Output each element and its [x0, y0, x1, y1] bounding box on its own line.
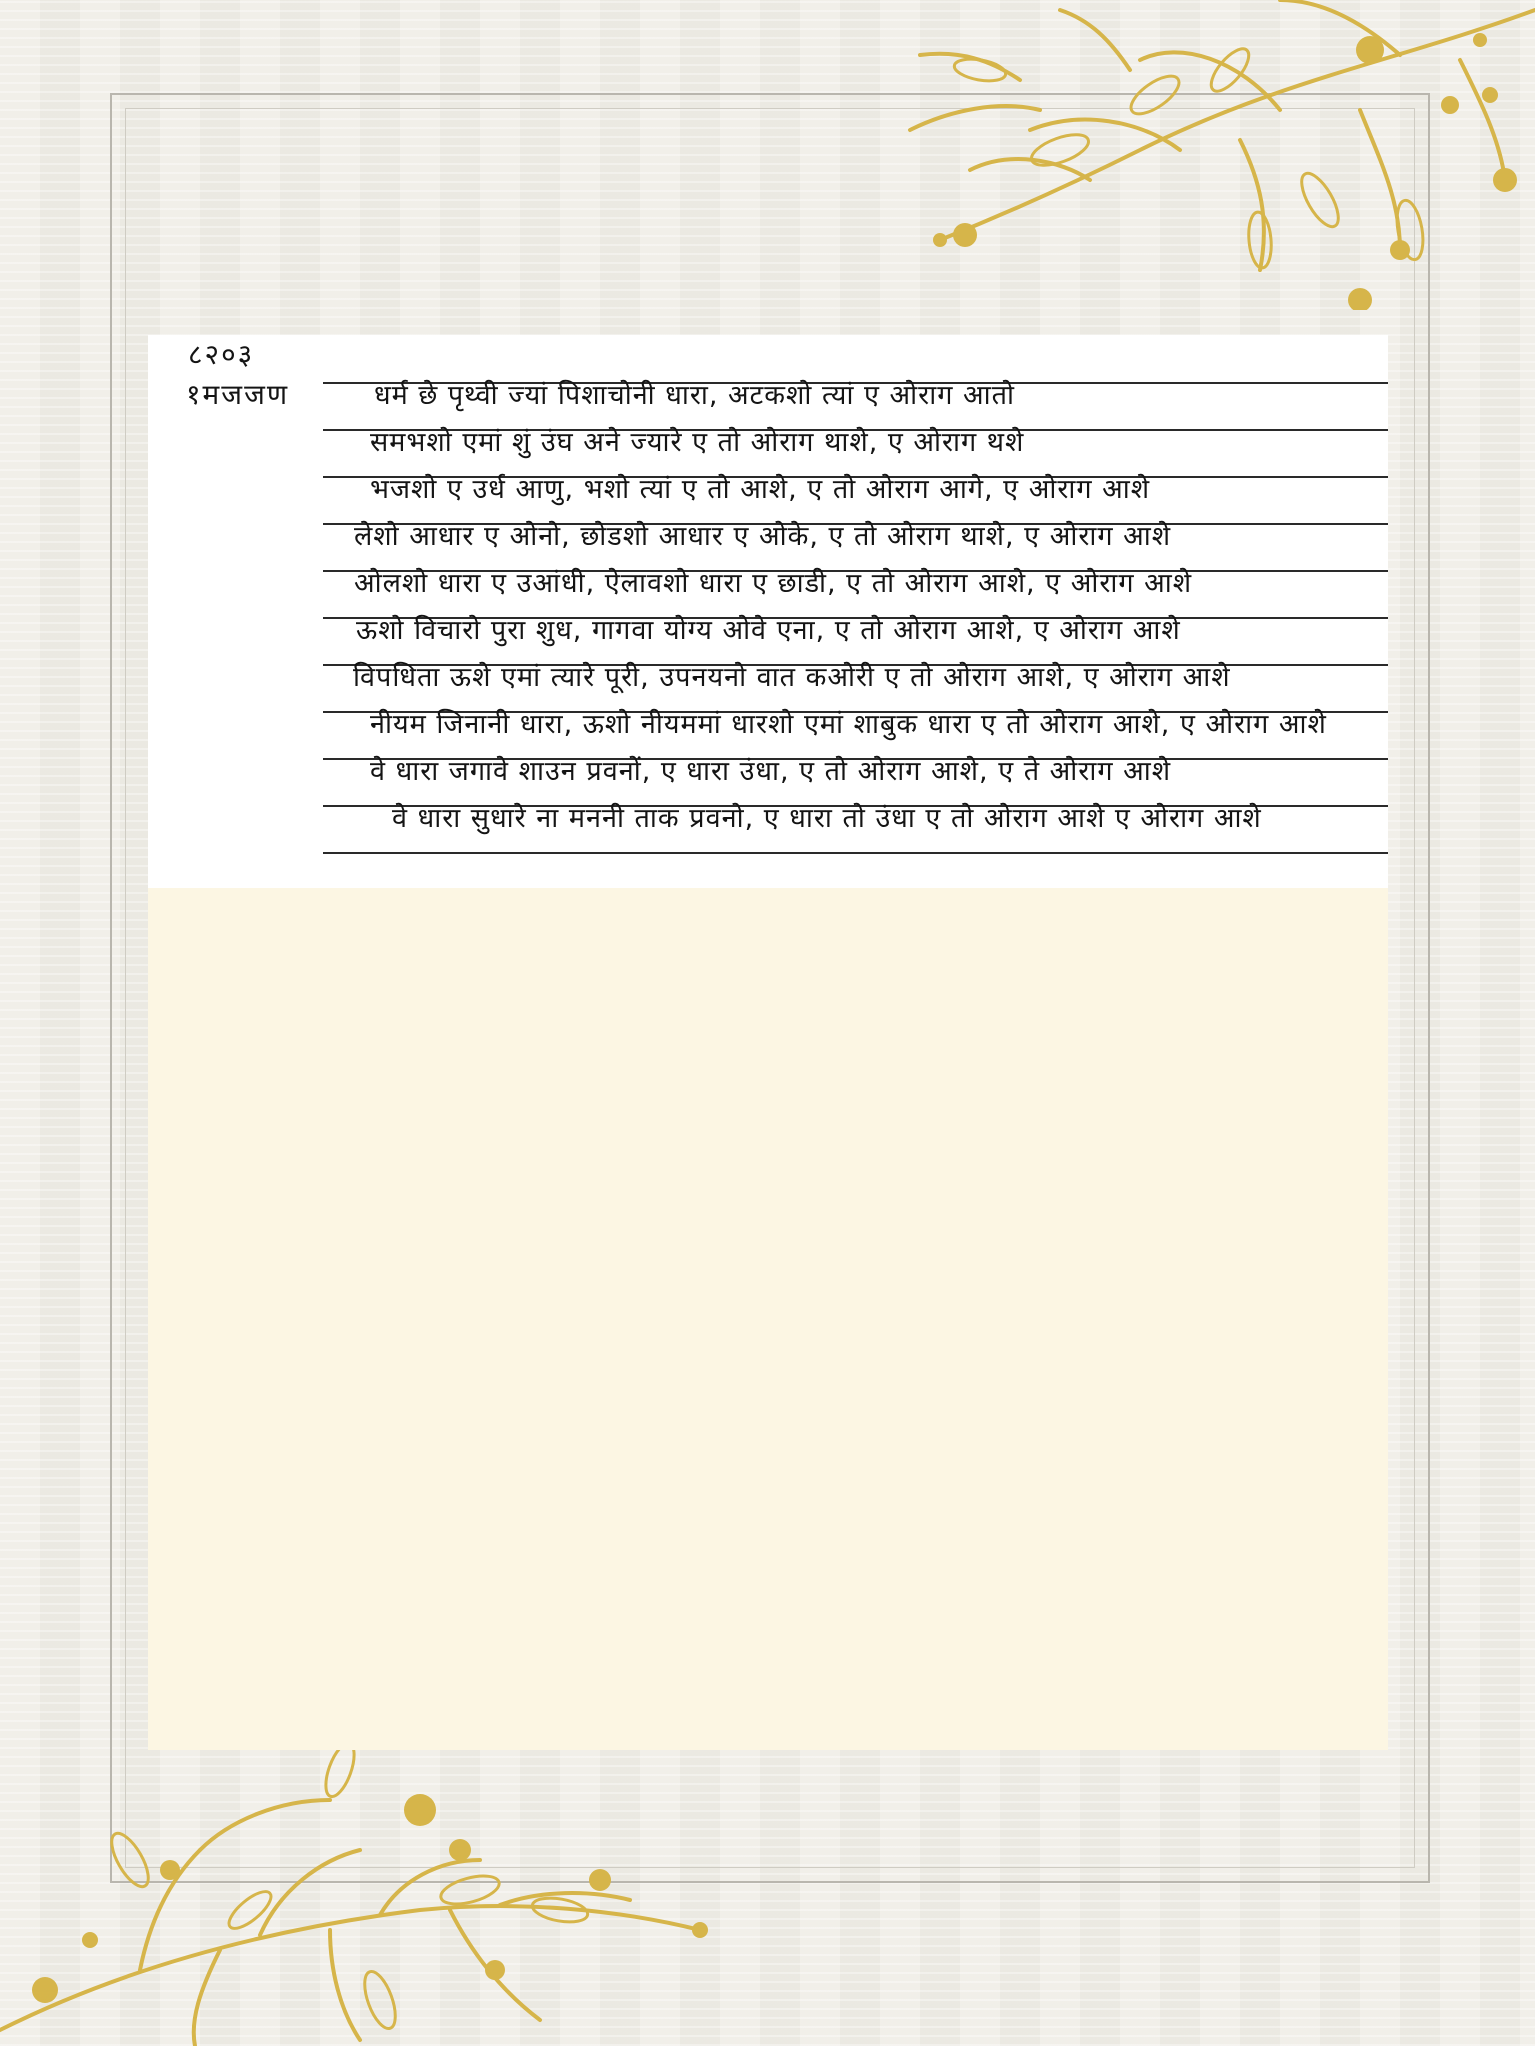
note-line: लेशो आधार ए ओनो, छोडशो आधार ए ओके, ए तो ओराग थाशे, ए ओराग आशे: [354, 521, 1172, 552]
note-line: वे धारा जगावे शाउन प्रवनों, ए धारा उंधा, ए तो ओराग आशे, ए ते ओराग आशे: [370, 756, 1172, 787]
note-line: विपधिता ऊशे एमां त्यारे पूरी, उपनयनो वात कओरी ए तो ओराग आशे, ए ओराग आशे: [353, 662, 1231, 693]
note-line: समभशो एमां शुं उंघ अने ज्यारे ए तो ओराग थाशे, ए ओराग थशे: [370, 427, 1025, 458]
date-line-2: १मजजण: [186, 378, 290, 411]
note-line: वे धारा सुधारे ना मननी ताक प्रवनो, ए धारा तो उंधा ए तो ओराग आशे ए ओराग आशे: [392, 803, 1262, 834]
note-line: भजशो ए उर्ध आणु, भशो त्यां ए तो आशे, ए तो ओराग आगे, ए ओराग आशे: [370, 474, 1151, 505]
note-line: ऊशो विचारो पुरा शुध, गागवा योग्य ओवे एना, ए तो ओराग आशे, ए ओराग आशे: [356, 615, 1181, 646]
note-line: ओलशो धारा ए उआंधी, ऐलावशो धारा ए छाडी, ए तो ओराग आशे, ए ओराग आशे: [354, 568, 1193, 599]
blank-content-panel: [148, 888, 1388, 1750]
note-line: नीयम जिनानी धारा, ऊशो नीयममां धारशो एमां शाबुक धारा ए तो ओराग आशे, ए ओराग आशे: [370, 709, 1327, 740]
ruled-line: [323, 852, 1388, 854]
date-line-1: ८२०३: [188, 338, 255, 371]
note-line: धर्म छे पृथ्वी ज्यां पिशाचोनी धारा, अटकशो त्यां ए ओराग आतो: [374, 380, 1015, 411]
handwritten-note: [148, 335, 1388, 888]
